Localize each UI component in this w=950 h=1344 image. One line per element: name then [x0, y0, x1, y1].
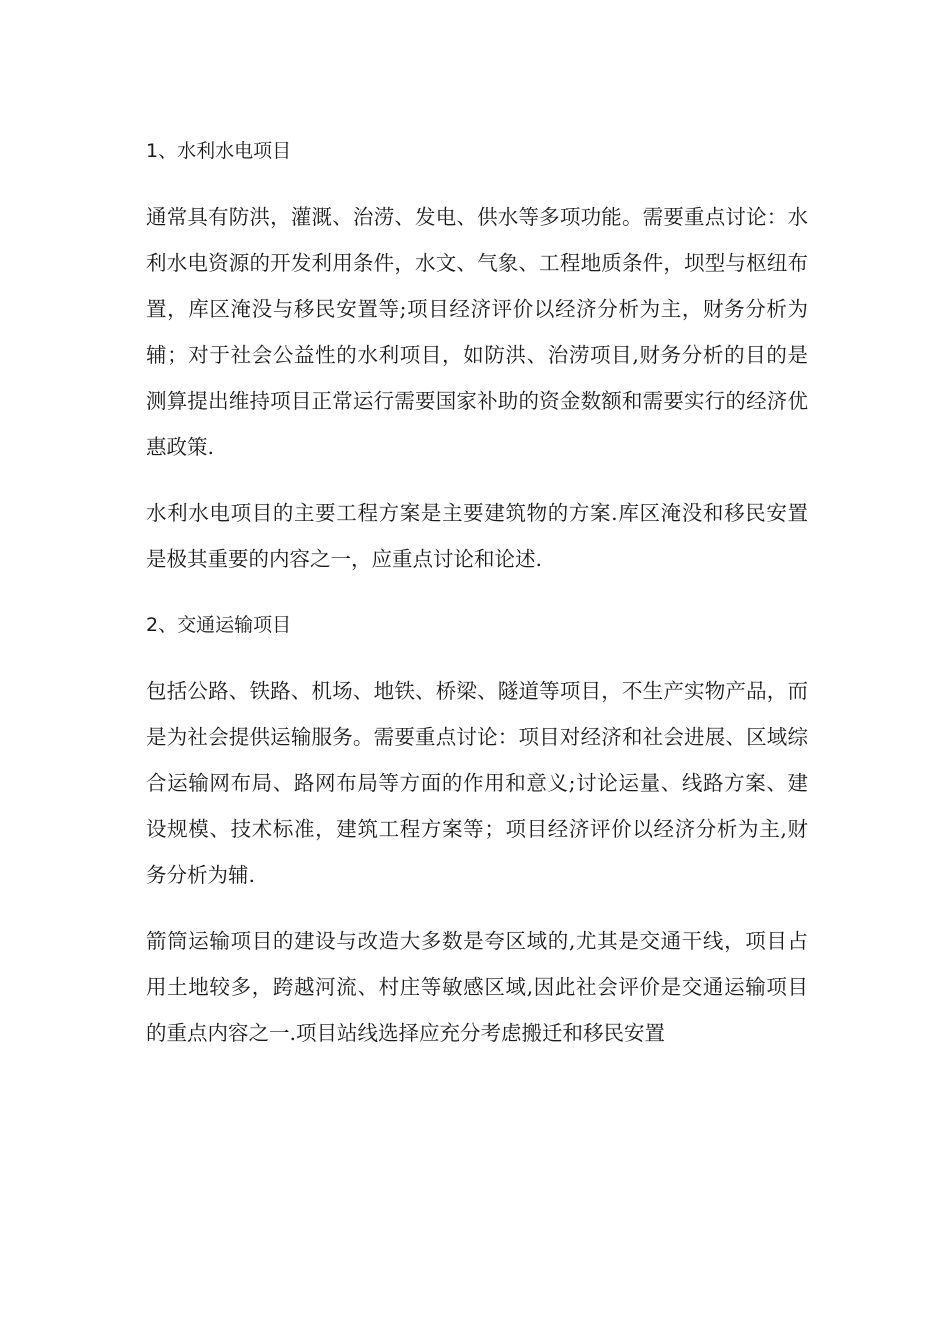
paragraph-transportation-scope: 包括公路、铁路、机场、地铁、桥梁、隧道等项目，不生产实物产品，而是为社会提供运输服务。需要重点讨论：项目对经济和社会进展、区域综合运输网布局、路网布局等方面的作用和意义;讨论运量、线路方案、建设规模、技术标准，建筑工程方案等；项目经济评价以经济分析为主,财务分析为辅. — [146, 679, 808, 887]
paragraph-water-conservancy-functions: 通常具有防洪，灌溉、治涝、发电、供水等多项功能。需要重点讨论：水利水电资源的开发利用条件，水文、气象、工程地质条件，坝型与枢纽布置，库区淹没与移民安置等;项目经济评价以经济分析为主，财务分析为辅；对于社会公益性的水利项目，如防洪、治涝项目,财务分析的目的是测算提出维持项目正常运行需要国家补助的资金数额和需要实行的经济优惠政策. — [146, 205, 808, 459]
section-heading-water-conservancy: 1、水利水电项目 — [146, 140, 292, 162]
document-body — [146, 128, 808, 1076]
section-heading-transportation: 2、交通运输项目 — [146, 614, 292, 636]
paragraph-transportation-social-evaluation: 箭筒运输项目的建设与改造大多数是夸区域的,尤其是交通干线，项目占用土地较多，跨越河流、村庄等敏感区域,因此社会评价是交通运输项目的重点内容之一.项目站线选择应充分考虑搬迁和移民安置 — [146, 929, 808, 1045]
paragraph-water-conservancy-main-scheme: 水利水电项目的主要工程方案是主要建筑物的方案.库区淹没和移民安置是极其重要的内容之一，应重点讨论和论述. — [146, 501, 808, 571]
